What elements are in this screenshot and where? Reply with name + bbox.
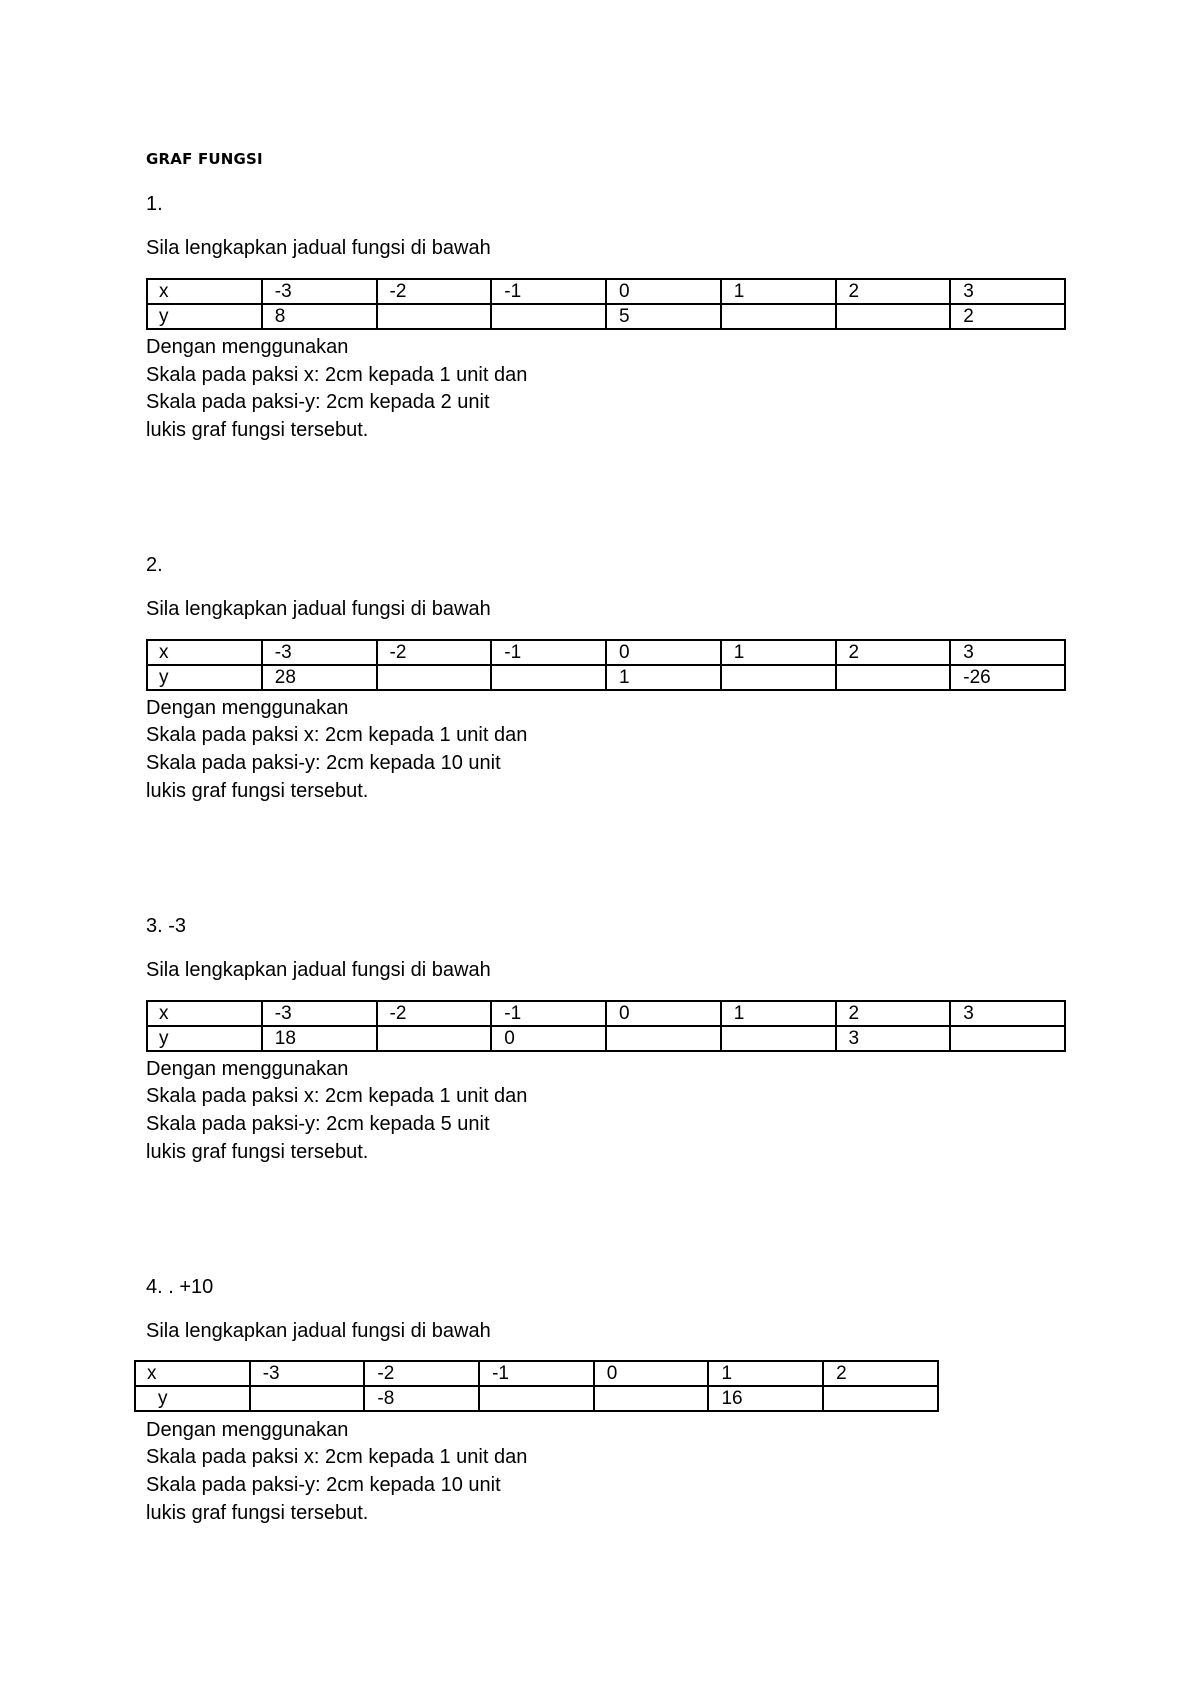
x-header-cell: x	[135, 1361, 250, 1386]
question-3-y-scale: Skala pada paksi-y: 2cm kepada 5 unit	[146, 1113, 490, 1135]
question-1-draw: lukis graf fungsi tersebut.	[146, 419, 369, 441]
y-cell	[491, 304, 606, 329]
y-cell	[250, 1386, 365, 1411]
x-cell: 2	[823, 1361, 938, 1386]
x-cell: 2	[836, 279, 951, 304]
question-3-x-scale: Skala pada paksi x: 2cm kepada 1 unit dan	[146, 1085, 528, 1107]
x-header-cell: x	[147, 640, 262, 665]
question-2-table	[146, 639, 1066, 691]
table-row-x	[135, 1361, 938, 1386]
x-cell: -3	[250, 1361, 365, 1386]
x-cell: -3	[262, 640, 377, 665]
question-3-using: Dengan menggunakan	[146, 1058, 349, 1080]
y-cell	[377, 665, 492, 690]
x-cell: -2	[364, 1361, 479, 1386]
y-cell	[594, 1386, 709, 1411]
x-header-cell: x	[147, 1001, 262, 1026]
y-cell	[950, 1026, 1065, 1051]
y-header-cell: y	[147, 1026, 262, 1051]
y-cell	[823, 1386, 938, 1411]
y-header-cell: y	[147, 304, 262, 329]
x-cell: 3	[950, 1001, 1065, 1026]
x-cell: 1	[721, 279, 836, 304]
x-cell: -1	[491, 640, 606, 665]
x-cell: -2	[377, 1001, 492, 1026]
question-1-y-scale: Skala pada paksi-y: 2cm kepada 2 unit	[146, 391, 490, 413]
x-cell: 0	[606, 1001, 721, 1026]
y-cell: 18	[262, 1026, 377, 1051]
question-2-y-scale: Skala pada paksi-y: 2cm kepada 10 unit	[146, 752, 501, 774]
x-cell: -3	[262, 279, 377, 304]
table-row-y	[147, 665, 1065, 690]
y-cell: 2	[950, 304, 1065, 329]
table-row-x	[147, 1001, 1065, 1026]
question-1-using: Dengan menggunakan	[146, 336, 349, 358]
question-2-instruction: Sila lengkapkan jadual fungsi di bawah	[146, 598, 491, 620]
question-2-using: Dengan menggunakan	[146, 697, 349, 719]
y-cell	[721, 304, 836, 329]
question-4-using: Dengan menggunakan	[146, 1419, 349, 1441]
y-cell	[721, 665, 836, 690]
question-3-instruction: Sila lengkapkan jadual fungsi di bawah	[146, 959, 491, 981]
x-cell: 0	[606, 640, 721, 665]
table-row-x	[147, 640, 1065, 665]
x-cell: 0	[606, 279, 721, 304]
y-cell	[377, 1026, 492, 1051]
x-cell: 3	[950, 640, 1065, 665]
x-cell: -1	[491, 279, 606, 304]
question-1-x-scale: Skala pada paksi x: 2cm kepada 1 unit dan	[146, 364, 528, 386]
question-4-draw: lukis graf fungsi tersebut.	[146, 1502, 369, 1524]
question-3-number: 3. -3	[146, 915, 187, 937]
x-header-cell: x	[147, 279, 262, 304]
x-cell: 2	[836, 1001, 951, 1026]
table-row-x	[147, 279, 1065, 304]
question-2-draw: lukis graf fungsi tersebut.	[146, 780, 369, 802]
x-cell: 1	[708, 1361, 823, 1386]
page-title: GRAF FUNGSI	[146, 150, 263, 168]
x-cell: -3	[262, 1001, 377, 1026]
question-2-number: 2.	[146, 554, 163, 576]
y-cell: 8	[262, 304, 377, 329]
y-cell	[377, 304, 492, 329]
y-cell	[606, 1026, 721, 1051]
y-cell	[836, 304, 951, 329]
y-cell	[479, 1386, 594, 1411]
y-cell: -8	[364, 1386, 479, 1411]
question-4-instruction: Sila lengkapkan jadual fungsi di bawah	[146, 1320, 491, 1342]
x-cell: 3	[950, 279, 1065, 304]
question-2-x-scale: Skala pada paksi x: 2cm kepada 1 unit dan	[146, 724, 528, 746]
y-cell: -26	[950, 665, 1065, 690]
question-1-number: 1.	[146, 193, 163, 215]
table-row-y	[135, 1386, 938, 1411]
y-cell: 16	[708, 1386, 823, 1411]
y-cell: 0	[491, 1026, 606, 1051]
x-cell: 1	[721, 1001, 836, 1026]
x-cell: 1	[721, 640, 836, 665]
y-header-cell: y	[135, 1386, 250, 1411]
y-cell: 1	[606, 665, 721, 690]
question-3-table	[146, 1000, 1066, 1052]
y-cell	[721, 1026, 836, 1051]
x-cell: -1	[491, 1001, 606, 1026]
question-1-table	[146, 278, 1066, 330]
y-cell: 28	[262, 665, 377, 690]
x-cell: 2	[836, 640, 951, 665]
y-cell	[491, 665, 606, 690]
table-row-y	[147, 304, 1065, 329]
x-cell: -2	[377, 279, 492, 304]
question-4-y-scale: Skala pada paksi-y: 2cm kepada 10 unit	[146, 1474, 501, 1496]
y-cell	[836, 665, 951, 690]
question-4-x-scale: Skala pada paksi x: 2cm kepada 1 unit dan	[146, 1446, 528, 1468]
question-1-instruction: Sila lengkapkan jadual fungsi di bawah	[146, 237, 491, 259]
x-cell: -1	[479, 1361, 594, 1386]
question-3-draw: lukis graf fungsi tersebut.	[146, 1141, 369, 1163]
x-cell: -2	[377, 640, 492, 665]
question-4-table	[134, 1360, 939, 1412]
y-cell: 3	[836, 1026, 951, 1051]
table-row-y	[147, 1026, 1065, 1051]
question-4-number: 4. . +10	[146, 1276, 214, 1298]
x-cell: 0	[594, 1361, 709, 1386]
y-header-cell: y	[147, 665, 262, 690]
y-cell: 5	[606, 304, 721, 329]
